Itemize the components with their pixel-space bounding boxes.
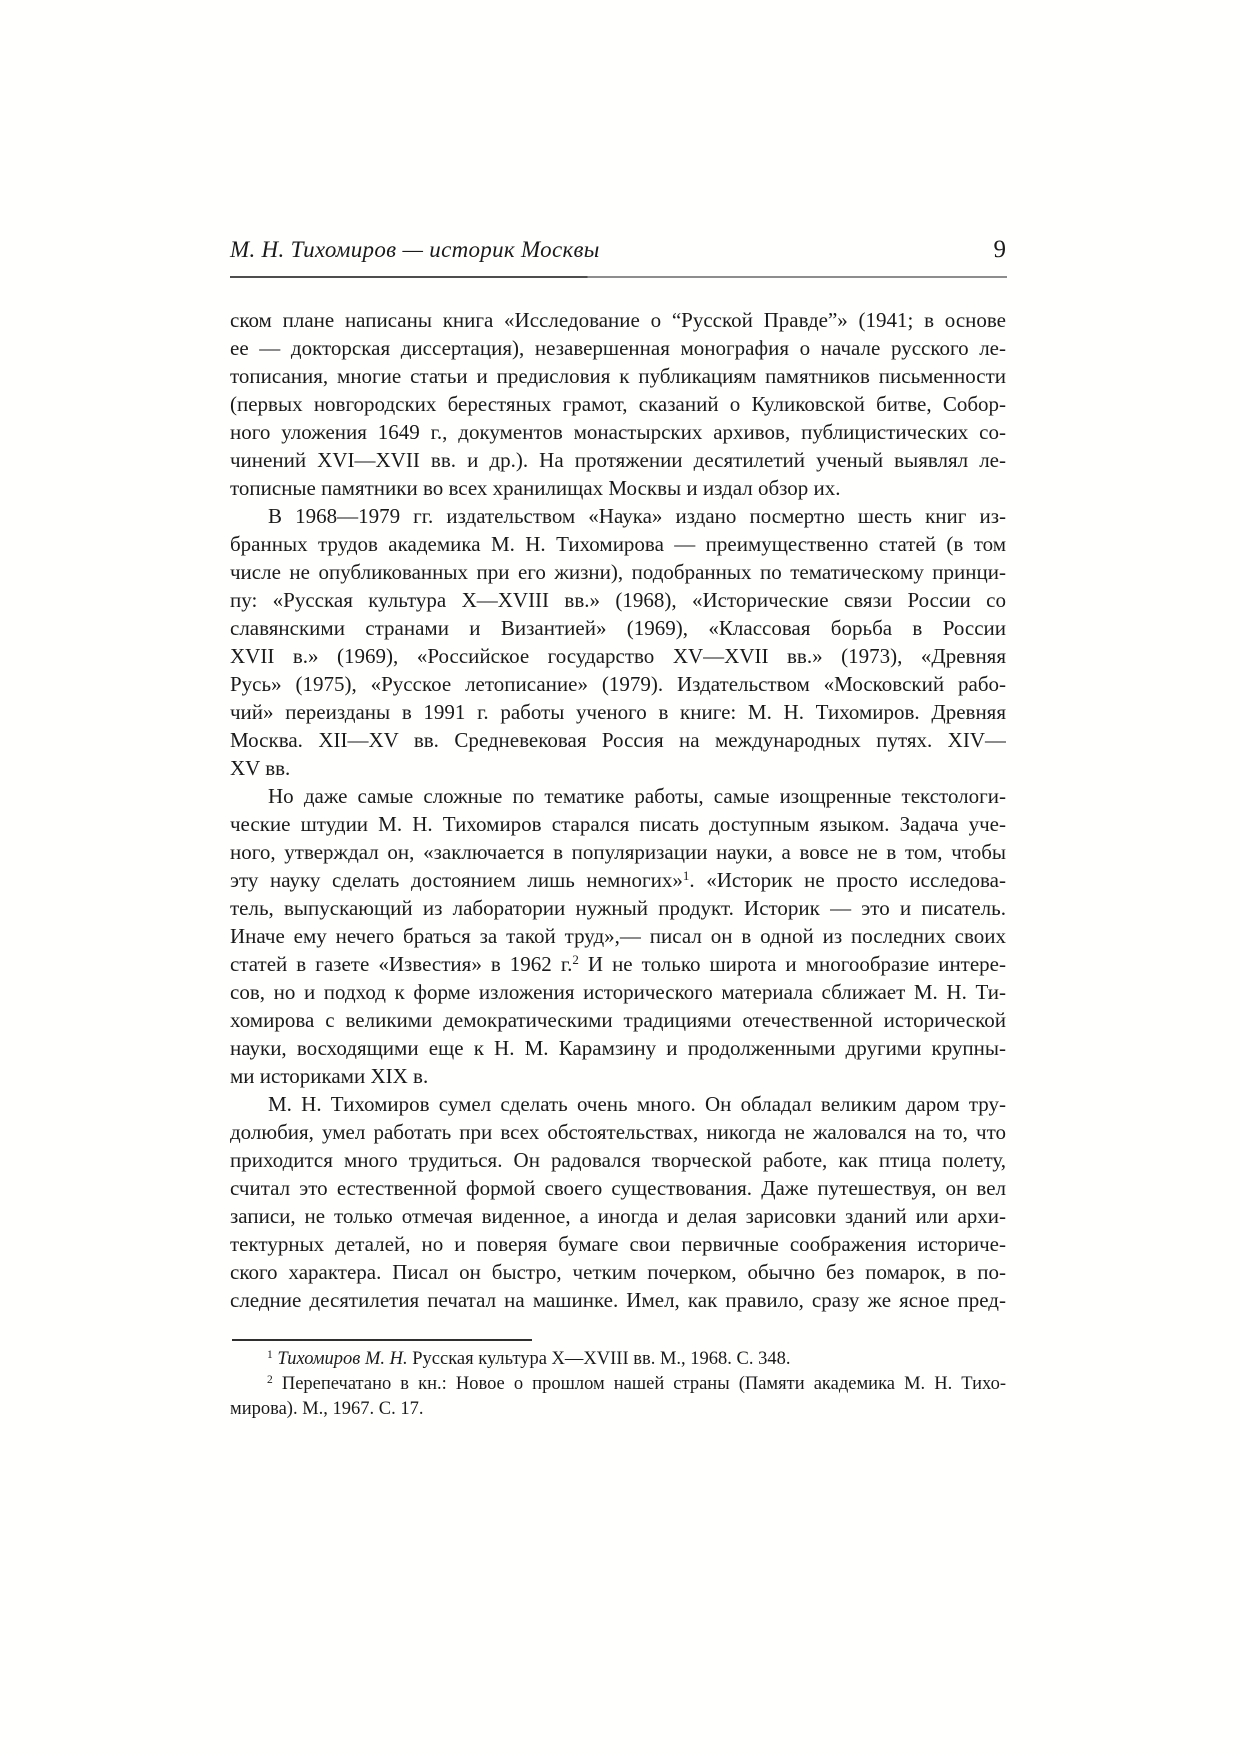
- text-line: чинений XVI—XVII вв. и др.). На протяжении десятилетий ученый выявлял ле-: [230, 448, 1006, 472]
- text-line: долюбия, умел работать при всех обстоятельствах, никогда не жаловался на то, что: [230, 1120, 1006, 1144]
- text-line: ного, утверждал он, «заключается в популяризации науки, а вовсе не в том, чтобы: [230, 840, 1006, 864]
- footnote-ref: 2: [572, 951, 579, 967]
- text-line: Москва. XII—XV вв. Средневековая Россия на международных путях. XIV—: [230, 728, 1006, 752]
- text-line: Русь» (1975), «Русское летописание» (1979). Издательством «Московский рабо-: [230, 672, 1006, 696]
- running-title: М. Н. Тихомиров — историк Москвы: [230, 237, 600, 262]
- text-line: славянскими странами и Византией» (1969), «Классовая борьба в России: [230, 616, 1006, 640]
- text-line: пу: «Русская культура X—XVIII вв.» (1968), «Исторические связи России со: [230, 588, 1006, 612]
- header-rule: [230, 276, 1007, 278]
- footnote-2-text: Перепечатано в кн.: Новое о прошлом нашей страны (Памяти академика М. Н. Тихо-: [281, 1374, 1006, 1394]
- footnote-1-marker: 1: [267, 1348, 273, 1361]
- text-line: считал это естественной формой своего существования. Даже путешествуя, он вел: [230, 1176, 1006, 1200]
- footnote-2-marker: 2: [267, 1373, 273, 1386]
- text-line: бранных трудов академика М. Н. Тихомирова — преимущественно статей (в том: [230, 532, 1006, 556]
- footnote-1-author: Тихомиров М. Н.: [277, 1349, 408, 1369]
- text-line: тель, выпускающий из лаборатории нужный продукт. Историк — это и писатель.: [230, 896, 1006, 920]
- text-line: тектурных деталей, но и поверяя бумаге свои первичные соображения историче-: [230, 1232, 1006, 1256]
- running-head: [230, 236, 1006, 263]
- text-line: (первых новгородских берестяных грамот, сказаний о Куликовской битве, Собор-: [230, 392, 1006, 416]
- text-line: хомирова с великими демократическими традициями отечественной исторической: [230, 1008, 1006, 1032]
- text-line: ми историками XIX в.: [230, 1064, 429, 1088]
- body-text: [230, 306, 1006, 1314]
- footnote-1: [230, 1347, 1006, 1372]
- footnote-2-line-2: [230, 1397, 1006, 1422]
- footnote-2-text-continued: мирова). М., 1967. С. 17.: [230, 1399, 424, 1419]
- text-line: тописные памятники во всех хранилищах Москвы и издал обзор их.: [230, 476, 841, 500]
- text-line: чий» переизданы в 1991 г. работы ученого в книге: М. Н. Тихомиров. Древняя: [230, 700, 1006, 724]
- footnotes: [230, 1347, 1006, 1422]
- text-line: науки, восходящими еще к Н. М. Карамзину и продолженными другими крупны-: [230, 1036, 1006, 1060]
- text-line: ского характера. Писал он быстро, четким почерком, обычно без помарок, в по-: [230, 1260, 1006, 1284]
- text-line: статей в газете «Известия» в 1962 г.$^2$ И не только широта и многообразие интере-: [230, 951, 1006, 976]
- text-line: эту науку сделать достоянием лишь немногих»$^1$. «Историк не просто исследова-: [230, 867, 1006, 892]
- text-line: В 1968—1979 гг. издательством «Наука» издано посмертно шесть книг из-: [268, 504, 1006, 528]
- footnote-1-text: Русская культура X—XVIII вв. М., 1968. С. 348.: [412, 1349, 791, 1369]
- text-line: Но даже самые сложные по тематике работы, самые изощренные текстологи-: [268, 784, 1006, 808]
- text-line: числе не опубликованных при его жизни), подобранных по тематическому принци-: [230, 560, 1006, 584]
- text-line: приходится много трудиться. Он радовался творческой работе, как птица полету,: [230, 1148, 1006, 1172]
- text-line: ческие штудии М. Н. Тихомиров старался писать доступным языком. Задача уче-: [230, 812, 1006, 836]
- footnote-rule: [232, 1339, 532, 1341]
- text-line: XV вв.: [230, 756, 291, 780]
- text-line: ного уложения 1649 г., документов монастырских архивов, публицистических со-: [230, 420, 1006, 444]
- text-line: М. Н. Тихомиров сумел сделать очень много. Он обладал великим даром тру-: [268, 1092, 1006, 1116]
- text-line: XVII в.» (1969), «Российское государство XV—XVII вв.» (1973), «Древняя: [230, 644, 1006, 668]
- text-line: Иначе ему нечего браться за такой труд»,— писал он в одной из последних своих: [230, 924, 1006, 948]
- text-line: записи, не только отмечая виденное, а иногда и делая зарисовки зданий или архи-: [230, 1204, 1006, 1228]
- footnote-2-line-1: [230, 1372, 1006, 1397]
- text-line: ее — докторская диссертация), незавершенная монография о начале русского ле-: [230, 336, 1006, 360]
- text-line: сов, но и подход к форме изложения исторического материала сближает М. Н. Ти-: [230, 980, 1006, 1004]
- text-line: следние десятилетия печатал на машинке. Имел, как правило, сразу же ясное пред-: [230, 1288, 1006, 1312]
- footnote-ref: 1: [682, 867, 690, 883]
- page-number: 9: [993, 236, 1006, 263]
- text-line: ском плане написаны книга «Исследование о “Русской Правде”» (1941; в основе: [230, 308, 1006, 332]
- text-line: тописания, многие статьи и предисловия к публикациям памятников письменности: [230, 364, 1006, 388]
